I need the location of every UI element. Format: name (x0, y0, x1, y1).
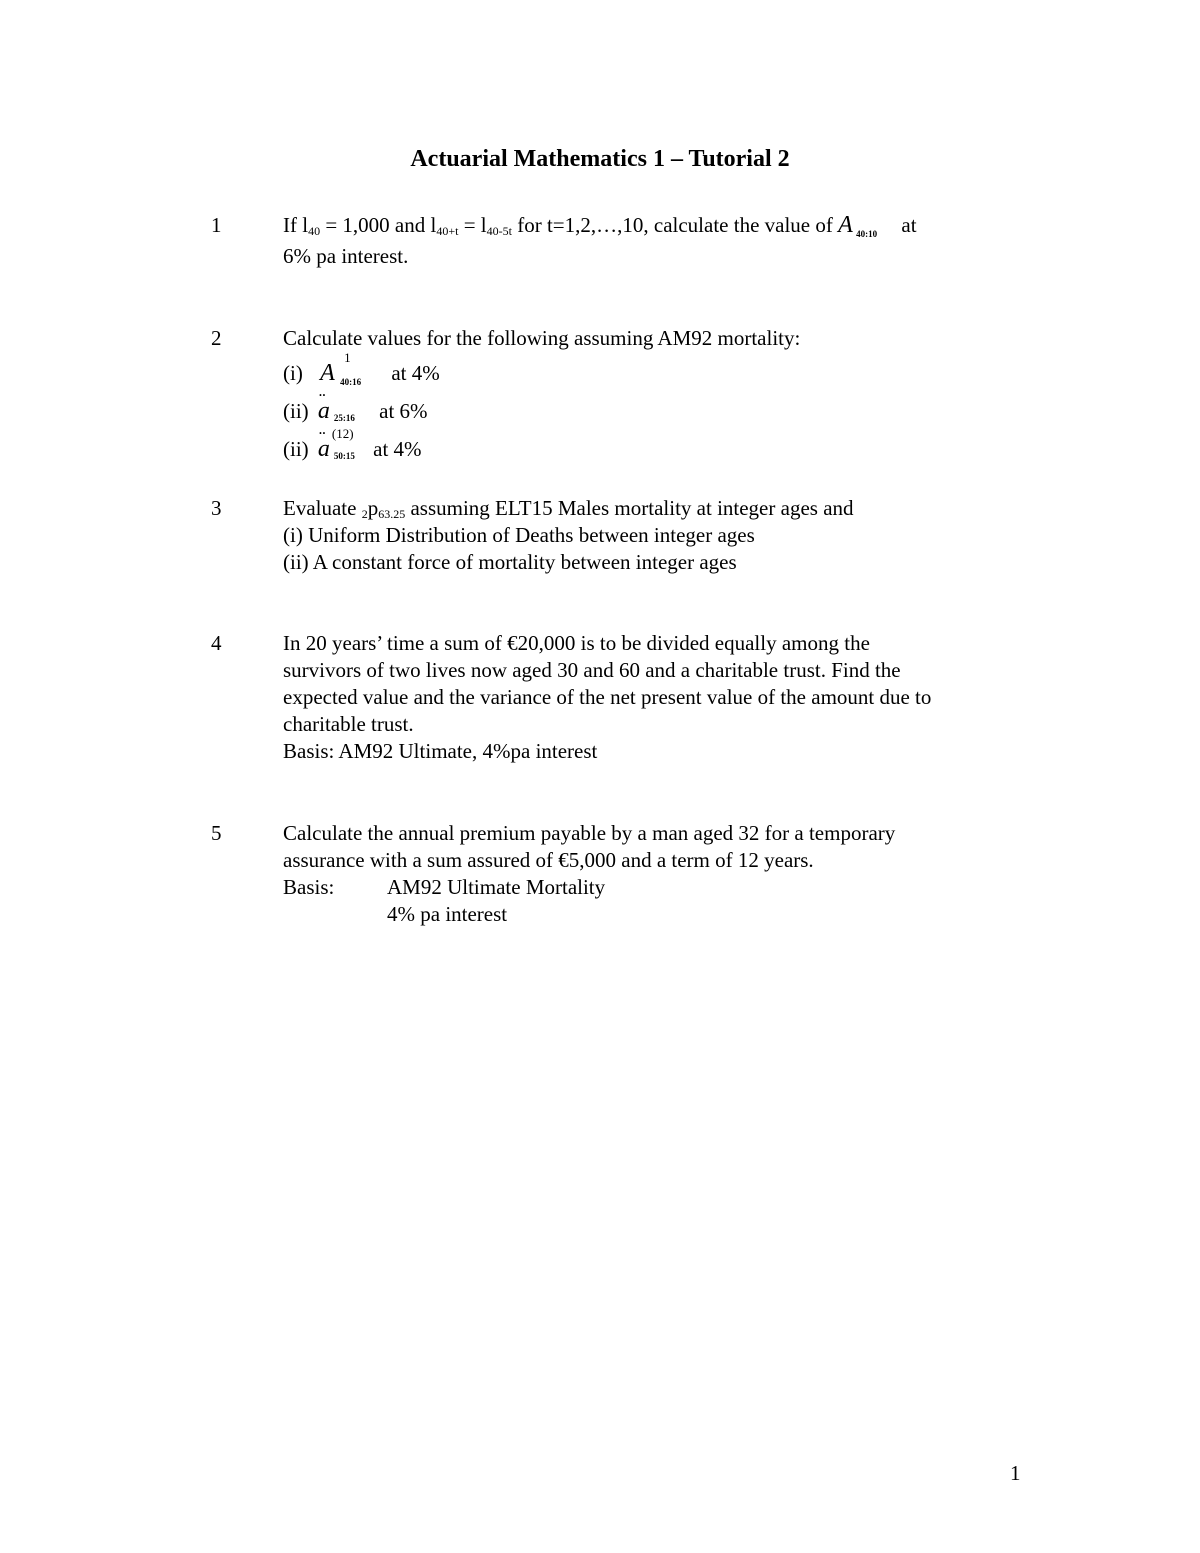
symbol-superscript: 1 (344, 350, 351, 365)
text-run: Evaluate (283, 496, 362, 520)
text-run: at (896, 213, 917, 237)
text-run: = l (458, 213, 487, 237)
symbol-subscript: 40:16 (340, 377, 362, 387)
question-number: 3 (211, 496, 222, 520)
symbol-letter: A (838, 212, 853, 238)
symbol-superscript: (12) (331, 426, 354, 441)
question-body (283, 325, 1043, 463)
item-text: at 6% (379, 399, 428, 423)
text-run: If l (283, 213, 309, 237)
question-line (283, 495, 1043, 522)
question-line: charitable trust. (283, 712, 414, 736)
basis-line (283, 874, 1043, 901)
item-label: (i) (283, 361, 303, 385)
basis-line: Basis: AM92 Ultimate, 4%pa interest (283, 739, 598, 763)
question-line: 6% pa interest. (283, 244, 409, 268)
item-text: at 4% (391, 361, 440, 385)
text-run: for t=1,2,…,10, calculate the value of (511, 213, 839, 237)
symbol-subscript: 50:15 (333, 451, 355, 461)
question-body (283, 820, 1043, 928)
symbol-subscript: 40:10 (856, 229, 878, 239)
question-item (283, 350, 1043, 387)
subscript: 40 (308, 224, 321, 238)
symbol-letter: a (317, 436, 330, 462)
term-assurance-symbol (320, 350, 386, 387)
symbol-letter: a (317, 398, 330, 424)
question-body (283, 495, 1043, 576)
question-line: In 20 years’ time a sum of €20,000 is to be divided equally among the (283, 631, 870, 655)
symbol-subscript: 25:16 (333, 413, 355, 423)
question-line: assurance with a sum assured of €5,000 and a term of 12 years. (283, 848, 814, 872)
question-line (283, 212, 1043, 239)
prefix-subscript: 2 (361, 507, 368, 521)
question-line: Calculate values for the following assuming AM92 mortality: (283, 326, 801, 350)
subscript: 63.25 (378, 507, 406, 521)
question-number: 1 (211, 213, 222, 237)
assurance-symbol (838, 212, 896, 239)
item-label: (ii) (283, 437, 309, 461)
subscript: 40+t (436, 224, 459, 238)
question-line: expected value and the variance of the net present value of the amount due to (283, 685, 932, 709)
probability-symbol: p (367, 496, 379, 520)
question-number: 4 (211, 631, 222, 655)
basis-mortality: AM92 Ultimate Mortality (387, 875, 606, 899)
symbol-letter: A (320, 360, 335, 386)
question-line: Calculate the annual premium payable by a man aged 32 for a temporary (283, 821, 896, 845)
question-body (283, 212, 1043, 270)
document-title: Actuarial Mathematics 1 – Tutorial 2 (410, 146, 790, 172)
basis-interest: 4% pa interest (387, 902, 508, 926)
question-item (283, 398, 1043, 425)
text-run: assuming ELT15 Males mortality at integer ages and (405, 496, 854, 520)
question-body (283, 630, 1043, 765)
annuity-due-symbol (318, 398, 374, 425)
page-number: 1 (1010, 1461, 1021, 1485)
item-text: at 4% (373, 437, 422, 461)
question-line: (ii) A constant force of mortality between integer ages (283, 550, 737, 574)
question-line: survivors of two lives now aged 30 and 60 and a charitable trust. Find the (283, 658, 901, 682)
text-run: = 1,000 and l (320, 213, 437, 237)
question-number: 2 (211, 326, 222, 350)
subscript: 40-5t (486, 224, 512, 238)
basis-label: Basis: (283, 875, 335, 899)
item-label: (ii) (283, 399, 309, 423)
question-item (283, 426, 1043, 463)
question-line: (i) Uniform Distribution of Deaths between integer ages (283, 523, 755, 547)
monthly-annuity-symbol (317, 426, 368, 463)
question-number: 5 (211, 821, 222, 845)
